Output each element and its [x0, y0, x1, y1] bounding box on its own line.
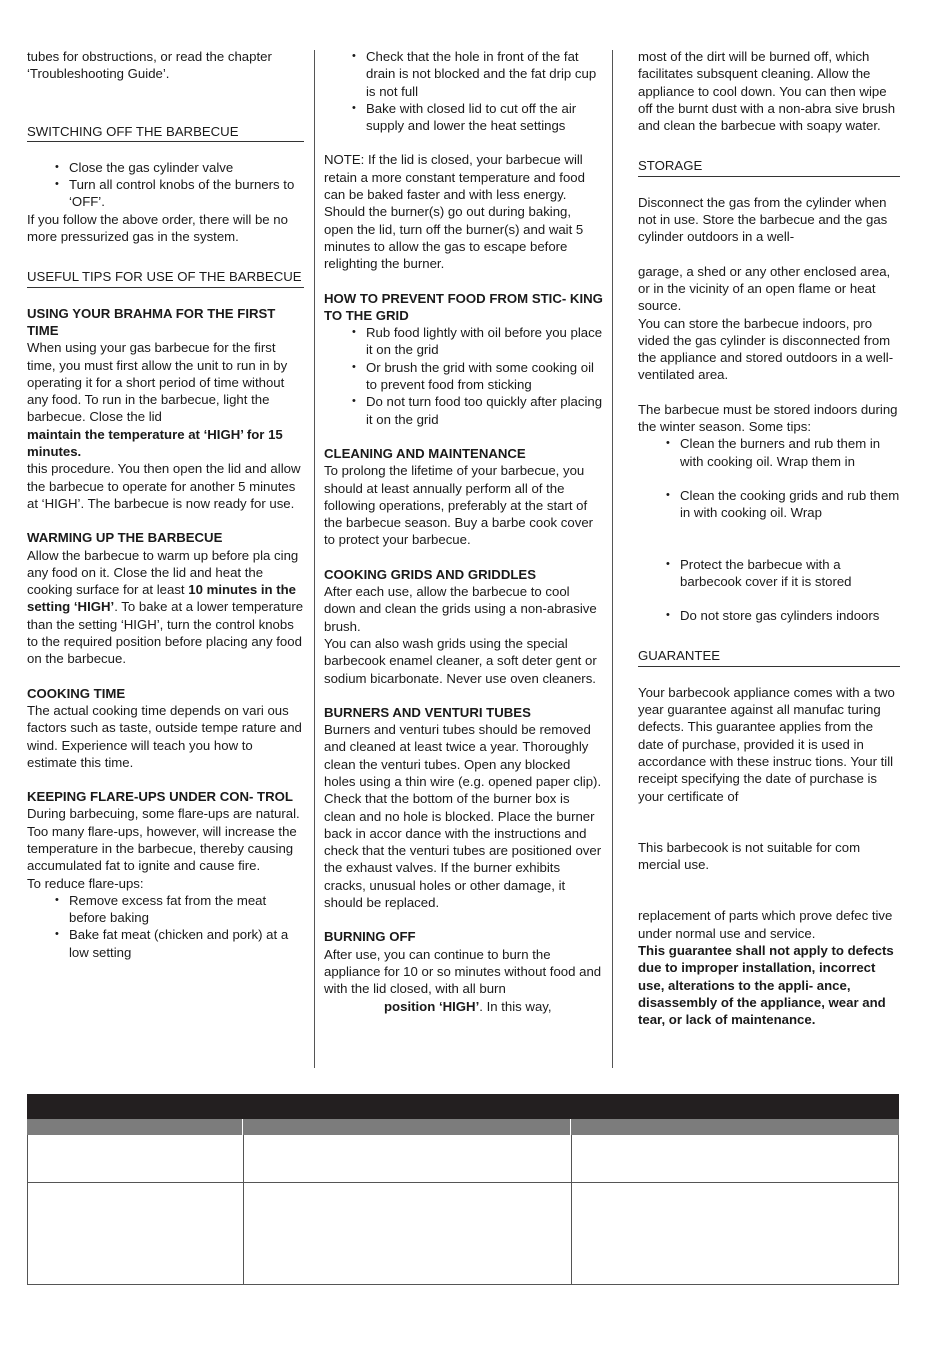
first-time-text: When using your gas barbecue for the first time, you must first allow the unit to run in by operating it for a short period of time without any food. To run in the barbecue, light the barbecue. Close the lid — [27, 340, 288, 425]
fat-drain-list — [324, 48, 604, 134]
list-item: • Check that the hole in front of the fat drain is not blocked and the fat drip cup is not full — [366, 48, 604, 100]
guarantee-exclusions: This guarantee shall not apply to defects due to improper installation, incorrect use, alterations to the appli- ance, disassembly of the appliance, wear and tear, or lack of maintenance. — [638, 942, 894, 1028]
burn-off-continued: most of the dirt will be burned off, which facilitates subsquent cleaning. Allow the appliance to cool down. You can then wipe off the burnt dust with a non-abra sive brush and clean the barbecue with soapy water. — [638, 49, 896, 134]
flare-ups-title: KEEPING FLARE-UPS UNDER CON- TROL — [27, 789, 293, 805]
storage-text: Disconnect the gas from the cylinder when not in use. Store the barbecue and the gas cylinder outdoors in a well- — [638, 194, 888, 245]
list-item: • Protect the barbecue with a barbecook cover if it is stored — [680, 556, 900, 591]
switch-off-note: If you follow the above order, there will be no more pressurized gas in the system. — [27, 211, 288, 245]
cooking-time-title: COOKING TIME — [27, 685, 126, 701]
column-3 — [638, 48, 900, 1028]
list-item: • Rub food lightly with oil before you place it on the grid — [366, 324, 604, 359]
table-body — [27, 1135, 899, 1285]
list-item: • Bake with closed lid to cut off the air supply and lower the heat settings — [366, 100, 604, 135]
storage-heading: STORAGE — [638, 157, 900, 176]
grids-text: After each use, allow the barbecue to cool down and clean the grids using a non-abrasive brush. — [324, 584, 597, 634]
switch-off-list — [27, 159, 304, 211]
replacement-text: replacement of parts which prove defec tive under normal use and service. — [638, 908, 893, 941]
burner-note: Should the burner(s) go out during baking, open the lid, turn off the burner(s) and wait 5 minutes to allow the gas to escape before relighting the burner. — [324, 204, 584, 272]
prevent-sticking-list — [324, 324, 604, 428]
storage-text2: garage, a shed or any other enclosed area, or in the vicinity of an open flame or heat source. — [638, 263, 891, 314]
cooking-time-text: The actual cooking time depends on vari ous factors such as taste, outside tempe rature and wind. Experience will teach you how to estimate this time. — [27, 702, 302, 770]
header-separator — [570, 1119, 571, 1135]
winter-tips-list — [638, 487, 900, 522]
row-line — [28, 1182, 898, 1183]
burning-off-text: After use, you can continue to burn the appliance for 10 or so minutes without food and with the lid closed, with all burn — [324, 946, 602, 997]
storage-text3: You can store the barbecue indoors, pro vided the gas cylinder is disconnected from the appliance and stored outdoors in a well-ventilated area. — [638, 315, 894, 383]
first-time-title: USING YOUR BRAHMA FOR THE FIRST TIME — [27, 305, 276, 338]
burners-text: Burners and venturi tubes should be removed and cleaned at least twice a year. Thoroughly clean the venturi tubes. Open any blocked holes using a thin wire (e.g. opened paper clip). Check that the bottom of the burner box is clean and no hole is blocked. Place the burner back in accor dance with the instructions and check that the venturi tubes are positioned over the exhaust valves. If the burner exhibits cracks, unusual holes or other damage, it should be replaced. — [324, 722, 602, 911]
burners-title: BURNERS AND VENTURI TUBES — [324, 704, 531, 720]
flare-ups-text: During barbecuing, some flare-ups are natural. Too many flare-ups, however, will increase the temperature in the barbecue, thereby causing accumulated fat to ignite and cause fire. — [27, 806, 300, 874]
list-item: • Turn all control knobs of the burners to ‘OFF’. — [69, 176, 304, 211]
first-time-bold: maintain the temperature at ‘HIGH’ for 15 minutes. — [27, 426, 283, 460]
list-item: • Do not store gas cylinders indoors — [680, 607, 900, 624]
flare-ups-list — [27, 892, 304, 961]
cleaning-title: CLEANING AND MAINTENANCE — [324, 445, 526, 461]
first-time-text2: this procedure. You then open the lid and allow the barbecue to operate for another 5 minutes at ‘HIGH’. The barbecue is now ready for use. — [27, 461, 301, 511]
commercial-use-text: This barbecook is not suitable for com mercial use. — [638, 839, 861, 873]
winter-tips-list — [638, 556, 900, 591]
list-item: • Close the gas cylinder valve — [69, 159, 304, 176]
guarantee-text: Your barbecook appliance comes with a two year guarantee against all manufac turing defects. This guarantee applies from the date of purchase, provided it is used in accordance with these instruc tions. Your till receipt specifying the date of purchase is your certificate of — [638, 684, 895, 804]
winter-tips-list — [638, 435, 900, 470]
intro-text: tubes for obstructions, or read the chapter ‘Troubleshooting Guide’. — [27, 49, 272, 82]
list-item: • Clean the burners and rub them in with cooking oil. Wrap them in — [680, 435, 900, 470]
column-2 — [324, 48, 604, 1015]
list-item: • Clean the cooking grids and rub them in with cooking oil. Wrap — [680, 487, 900, 522]
winter-text: The barbecue must be stored indoors during the winter season. Some tips: — [638, 401, 898, 435]
column-1 — [27, 48, 304, 961]
warm-up-title: WARMING UP THE BARBECUE — [27, 530, 223, 546]
grids-text2: You can also wash grids using the special barbecook enamel cleaner, a soft deter gent or sodium bicarbonate. Never use oven cleaners. — [324, 635, 597, 686]
list-item: • Bake fat meat (chicken and pork) at a low setting — [69, 926, 304, 961]
winter-tips-list — [638, 607, 900, 624]
warm-up-text: Allow the barbecue to warm up before pla cing any food on it. Close the lid and heat the cooking surface for at least 10 minutes in the setting ‘HIGH’. To bake at a lower temperature than the setting ‘HIGH’, turn the control knobs to the required position before placing any food on the barbecue. — [27, 547, 304, 667]
guarantee-heading: GUARANTEE — [638, 647, 900, 666]
column-divider — [314, 50, 315, 1068]
switch-off-heading: SWITCHING OFF THE BARBECUE — [27, 123, 304, 142]
useful-tips-heading: USEFUL TIPS FOR USE OF THE BARBECUE — [27, 268, 304, 287]
list-item: • Or brush the grid with some cooking oil to prevent food from sticking — [366, 359, 604, 394]
column-line — [571, 1135, 572, 1284]
burning-off-text2: position ‘HIGH’. In this way, — [384, 998, 552, 1014]
table-title-bar — [27, 1094, 899, 1119]
list-item: • Do not turn food too quickly after placing it on the grid — [366, 393, 604, 428]
list-item: • Remove excess fat from the meat before baking — [69, 892, 304, 927]
header-separator — [242, 1119, 243, 1135]
lid-note: NOTE: If the lid is closed, your barbecue will retain a more constant temperature and food can be baked faster and with less energy. — [324, 152, 585, 203]
grids-title: COOKING GRIDS AND GRIDDLES — [324, 566, 536, 582]
troubleshooting-table — [27, 1094, 899, 1285]
flare-ups-reduce: To reduce flare-ups: — [27, 875, 144, 891]
table-header-row — [27, 1119, 899, 1135]
column-divider — [612, 50, 613, 1068]
prevent-sticking-title: HOW TO PREVENT FOOD FROM STIC- KING TO THE GRID — [324, 290, 603, 323]
cleaning-text: To prolong the lifetime of your barbecue, you should at least annually perform all of the following operations, preferably at the start of the barbecue season. Buy a barbe cook cover to protect your barbecue. — [324, 463, 594, 548]
column-line — [243, 1135, 244, 1284]
burning-off-title: BURNING OFF — [324, 929, 416, 945]
